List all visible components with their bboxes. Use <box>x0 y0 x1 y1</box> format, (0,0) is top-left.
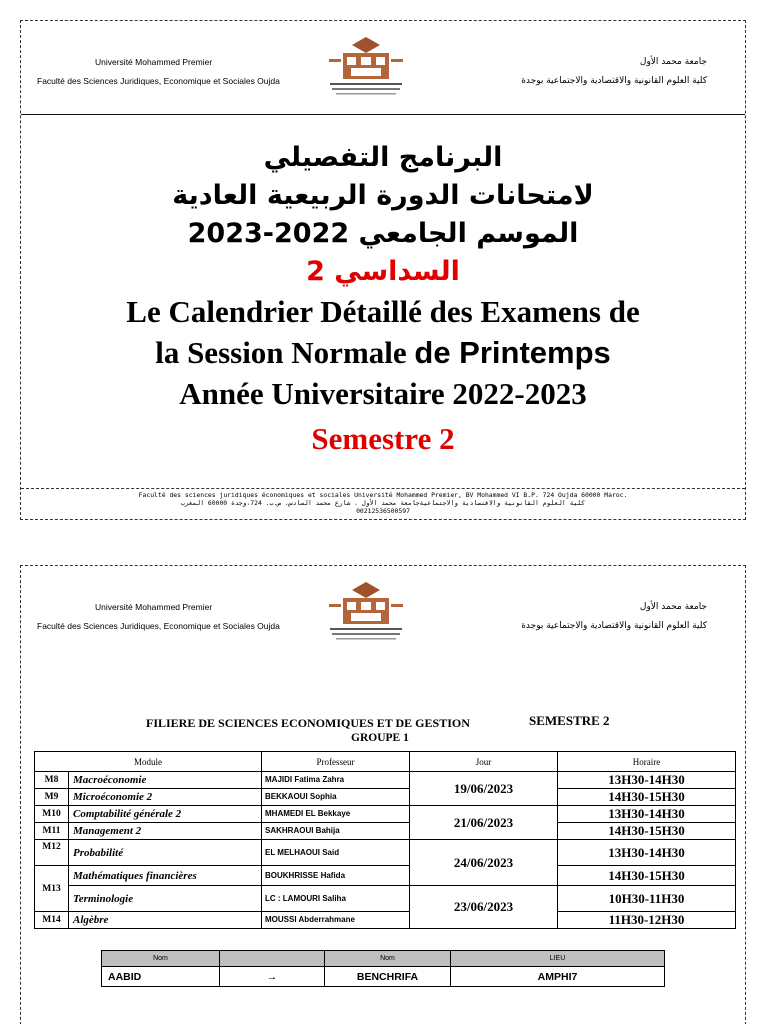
semester-label: SEMESTRE 2 <box>529 713 610 728</box>
module-name: Microéconomie 2 <box>69 789 262 806</box>
exam-time: 11H30-12H30 <box>558 912 736 929</box>
module-name: Mathématiques financières <box>69 866 262 886</box>
footer-phone: 00212536500597 <box>356 507 410 515</box>
faculty-name-ar: كلية العلوم القانونية والاقتصادية والاجتماعية بوجدة <box>521 621 707 631</box>
exam-date: 23/06/2023 <box>410 886 558 929</box>
module-code: M8 <box>35 772 69 789</box>
module-code: M14 <box>35 912 69 929</box>
french-title-line2 <box>21 332 745 373</box>
university-logo <box>326 578 406 648</box>
exam-schedule-table <box>34 751 736 929</box>
french-title-line2-part1: la Session Normale <box>155 335 415 370</box>
room-name: AMPHI7 <box>451 967 665 987</box>
module-name: Algèbre <box>69 912 262 929</box>
professor-name: LC : LAMOURI Saliha <box>262 886 410 912</box>
module-code: M12 <box>35 840 69 866</box>
table-row <box>35 789 736 806</box>
arabic-title-line3: الموسم الجامعي 2022-2023 <box>187 218 579 249</box>
module-name: Probabilité <box>69 840 262 866</box>
university-name-fr: Université Mohammed Premier <box>95 602 213 612</box>
module-name: Comptabilité générale 2 <box>69 806 262 823</box>
professor-name: SAKHRAOUI Bahija <box>262 823 410 840</box>
professor-name: BOUKHRISSE Hafida <box>262 866 410 886</box>
table-row <box>35 840 736 866</box>
table-row <box>35 772 736 789</box>
professor-name: MAJIDI Fatima Zahra <box>262 772 410 789</box>
french-title-line1: Le Calendrier Détaillé des Examens de <box>126 294 640 329</box>
professor-name: MOUSSI Abderrahmane <box>262 912 410 929</box>
exam-time: 13H30-14H30 <box>558 806 736 823</box>
header-french <box>37 53 280 91</box>
module-code: M11 <box>35 823 69 840</box>
faculty-name-ar: كلية العلوم القانونية والاقتصادية والاجتماعية بوجدة <box>521 76 707 86</box>
column-header-nom-to: Nom <box>325 951 451 967</box>
professor-name: MHAMEDI EL Bekkaye <box>262 806 410 823</box>
column-header-horaire: Horaire <box>558 752 736 772</box>
arabic-title-line1: البرنامج التفصيلي <box>263 142 503 173</box>
page-footer <box>21 488 745 515</box>
header-french <box>37 598 280 636</box>
header-divider <box>21 114 745 115</box>
university-name-ar: جامعة محمد الأول <box>639 57 707 67</box>
faculty-name-fr: Faculté des Sciences Juridiques, Economique et Sociales Oujda <box>37 76 280 86</box>
french-title-line3: Année Universitaire 2022-2023 <box>179 376 587 411</box>
column-header-lieu: LIEU <box>451 951 665 967</box>
schedule-page <box>20 565 746 1024</box>
university-logo <box>326 33 406 103</box>
column-header-jour: Jour <box>410 752 558 772</box>
column-header-nom-from: Nom <box>102 951 220 967</box>
group-label: GROUPE 1 <box>351 732 409 744</box>
cover-page <box>20 20 746 520</box>
exam-time: 14H30-15H30 <box>558 789 736 806</box>
cover-titles <box>21 139 745 464</box>
university-name-ar: جامعة محمد الأول <box>639 602 707 612</box>
table-row <box>35 806 736 823</box>
filiere-title: FILIERE DE SCIENCES ECONOMIQUES ET DE GESTION <box>146 716 470 730</box>
french-title-line2-part2: de Printemps <box>414 335 611 370</box>
arabic-semester: السداسي 2 <box>306 256 460 287</box>
table-row <box>35 866 736 886</box>
module-code: M9 <box>35 789 69 806</box>
professor-name: BEKKAOUI Sophia <box>262 789 410 806</box>
table-header-row <box>102 951 665 967</box>
faculty-name-fr: Faculté des Sciences Juridiques, Economique et Sociales Oujda <box>37 621 280 631</box>
arabic-title-line2: لامتحانات الدورة الربيعية العادية <box>172 180 594 211</box>
exam-time: 14H30-15H30 <box>558 866 736 886</box>
exam-date: 21/06/2023 <box>410 806 558 840</box>
module-code: M10 <box>35 806 69 823</box>
exam-date: 19/06/2023 <box>410 772 558 806</box>
page-header <box>21 21 745 113</box>
column-header-module: Module <box>35 752 262 772</box>
name-from: AABID <box>102 967 220 987</box>
university-name-fr: Université Mohammed Premier <box>95 57 213 67</box>
table-header-row <box>35 752 736 772</box>
exam-time: 14H30-15H30 <box>558 823 736 840</box>
exam-time: 13H30-14H30 <box>558 840 736 866</box>
table-row <box>102 967 665 987</box>
module-code: M13 <box>35 866 69 912</box>
exam-date: 24/06/2023 <box>410 840 558 886</box>
module-name: Management 2 <box>69 823 262 840</box>
name-to: BENCHRIFA <box>325 967 451 987</box>
column-header-blank <box>220 951 325 967</box>
arrow-icon: → <box>220 967 325 987</box>
table-row <box>35 886 736 912</box>
professor-name: EL MELHAOUI Said <box>262 840 410 866</box>
exam-time: 13H30-14H30 <box>558 772 736 789</box>
footer-address-ar: كلية العلوم القانونية والاقتصادية والاجتماعيةجامعة محمد الأول ، شارع محمد السادس، ص.ب. 724،وجدة 60000 المغرب <box>180 499 586 507</box>
column-header-professeur: Professeur <box>262 752 410 772</box>
module-name: Macroéconomie <box>69 772 262 789</box>
french-semester: Semestre 2 <box>311 421 455 456</box>
room-assignment-table <box>101 950 665 987</box>
page-header <box>21 566 745 658</box>
module-name: Terminologie <box>69 886 262 912</box>
footer-address-fr: Faculté des sciences juridiques économiques et sociales Université Mohammed Premier, BV Mohammed VI B.P. 724 Oujda 60000 Maroc. <box>138 491 628 499</box>
table-row <box>35 912 736 929</box>
table-row <box>35 823 736 840</box>
exam-time: 10H30-11H30 <box>558 886 736 912</box>
header-arabic <box>521 53 707 91</box>
header-arabic <box>521 598 707 636</box>
